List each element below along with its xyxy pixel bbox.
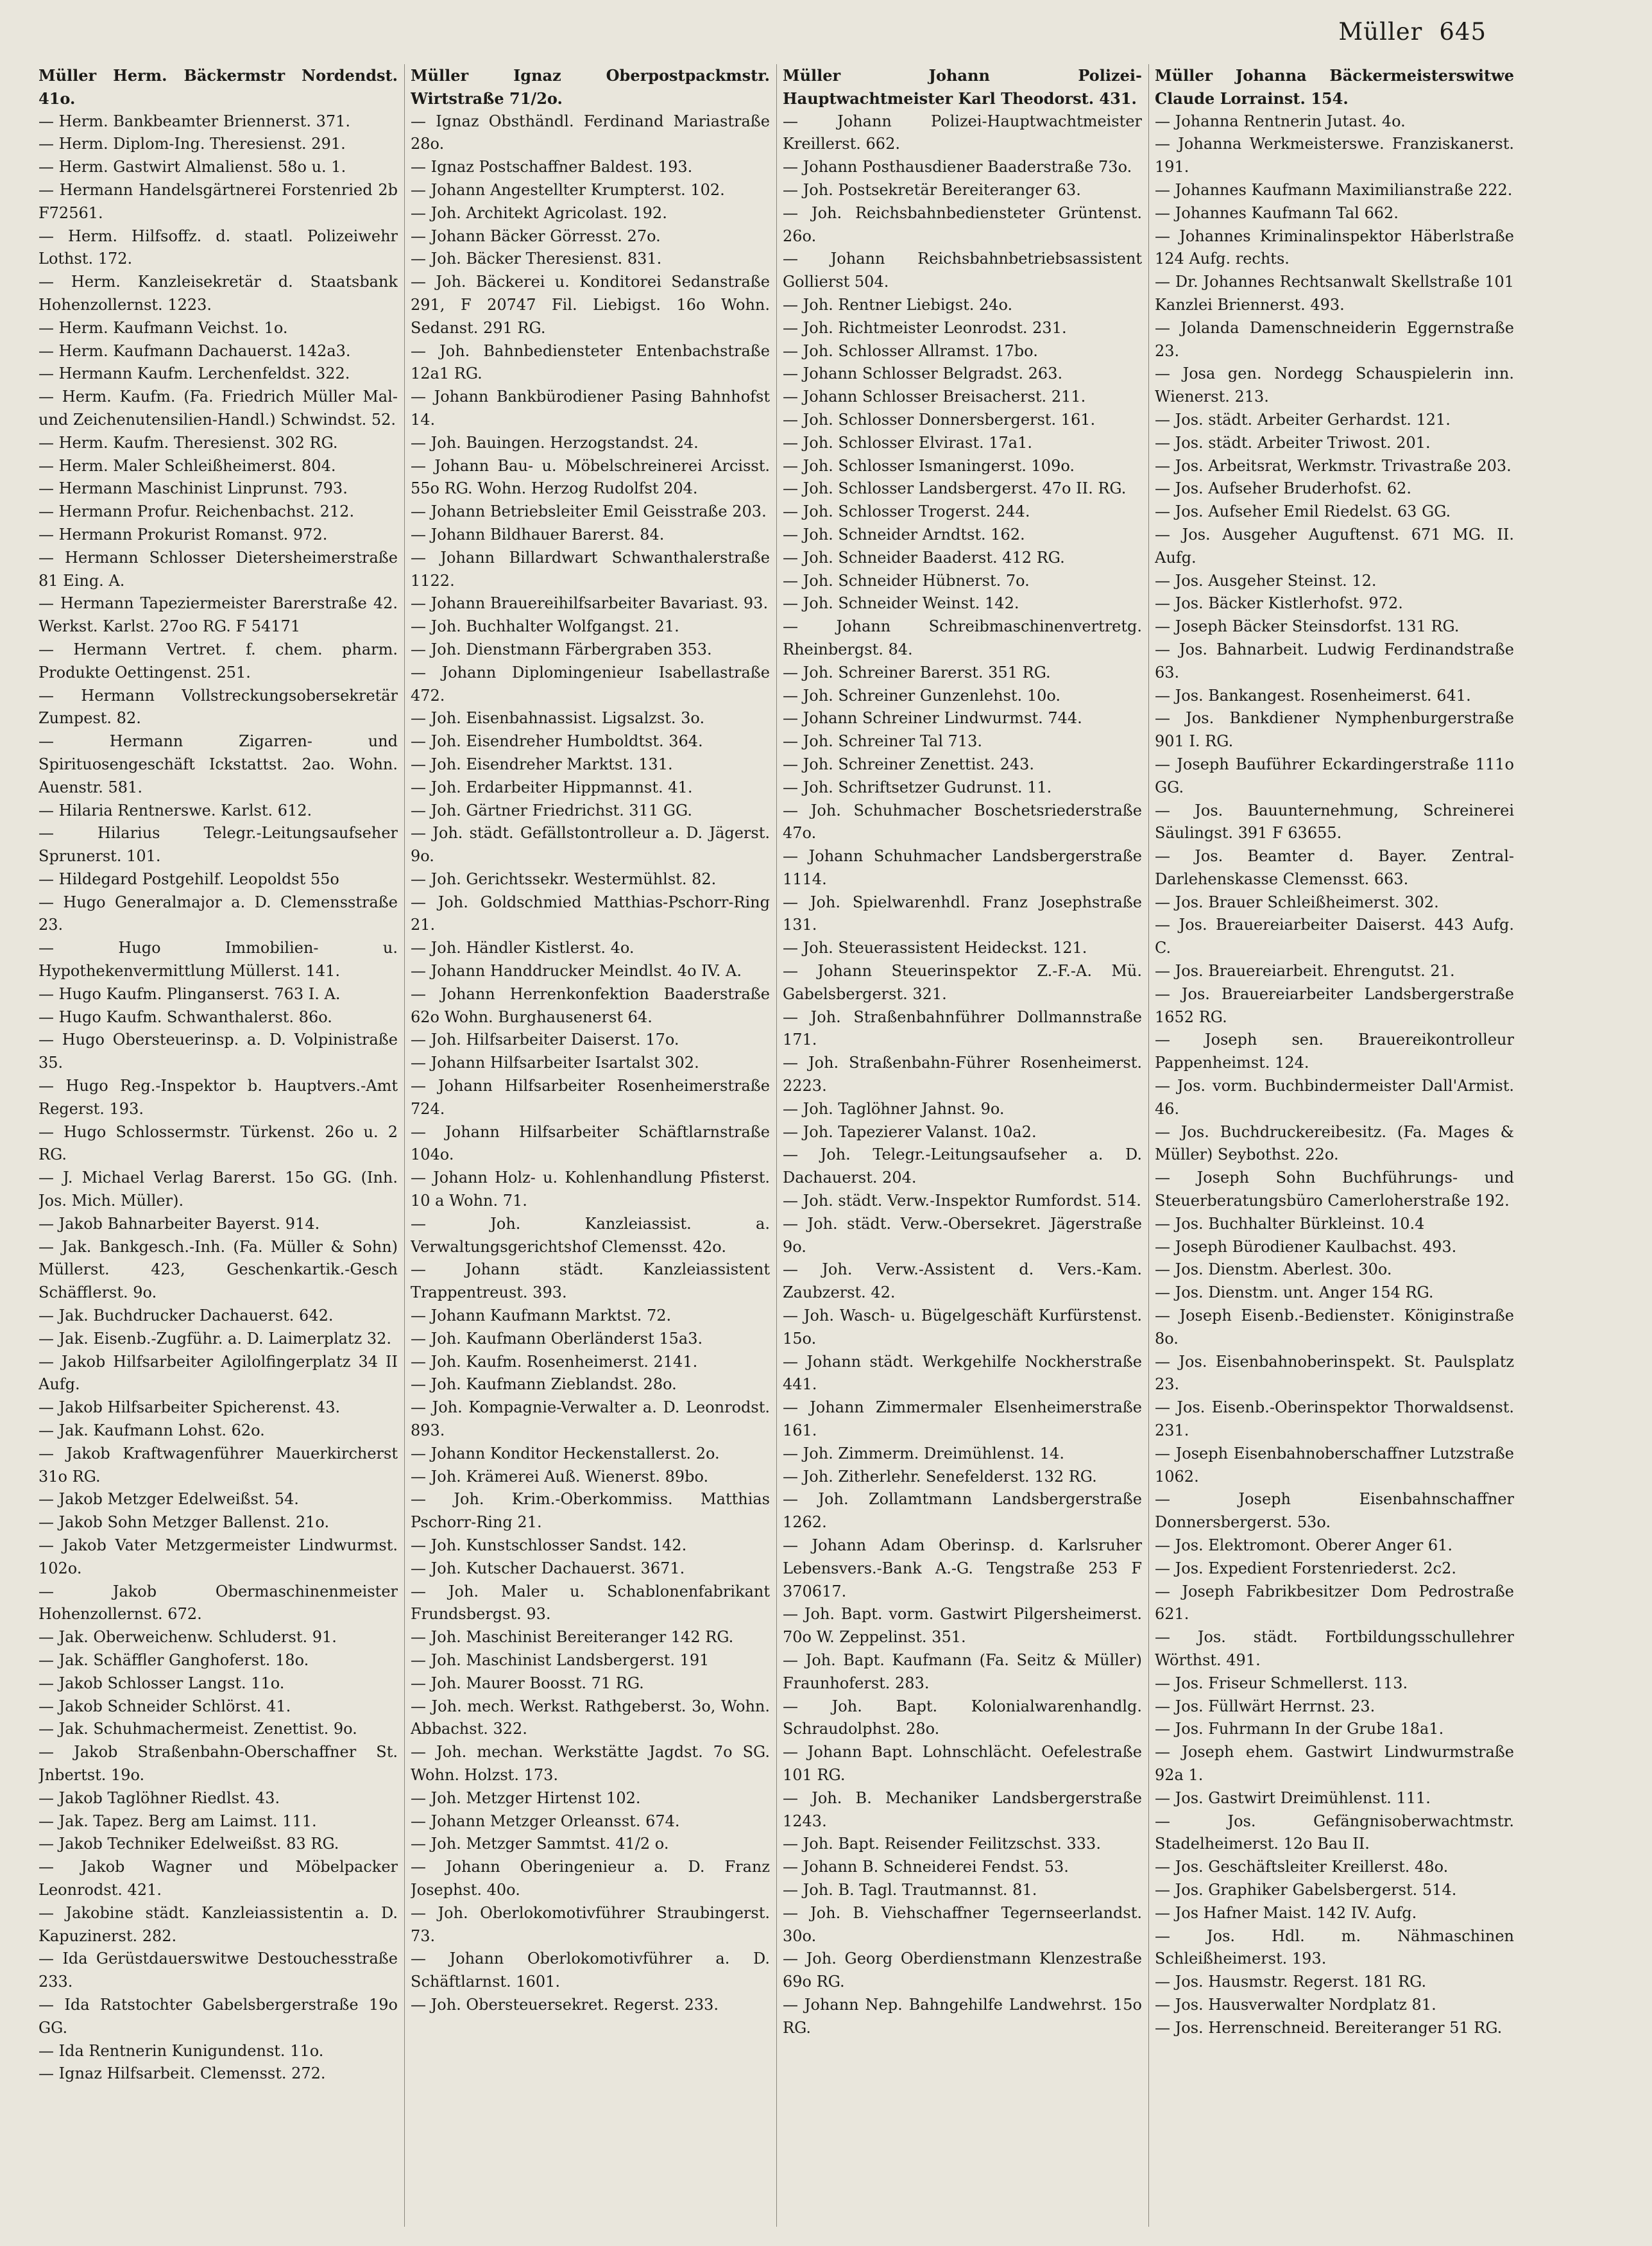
directory-entry: — Jak. Bankgesch.-Inh. (Fa. Müller & Sohn) Müllerst. 423, Geschenkartik.-Gesch Schäfflerst. 9o. xyxy=(38,1237,398,1302)
directory-entry: — Jos. Graphiker Gabelsbergerst. 514. xyxy=(1155,1880,1457,1899)
directory-entry: — Jos. Geschäftsleiter Kreillerst. 48o. xyxy=(1155,1858,1449,1876)
directory-entry: — Joh. Schlosser Ismaningerst. 109o. xyxy=(783,456,1075,475)
directory-entry: — Joh. Zimmerm. Dreimühlenst. 14. xyxy=(783,1444,1064,1462)
directory-entry: — Jos. Hausverwalter Nordplatz 81. xyxy=(1155,1995,1436,2014)
directory-entry: — Hilarius Telegr.-Leitungsaufseher Sprunerst. 101. xyxy=(38,824,398,866)
directory-entry: — Jos. Gastwirt Dreimühlenst. 111. xyxy=(1155,1788,1431,1807)
directory-entry: — Johann Schlosser Belgradst. 263. xyxy=(783,364,1063,383)
directory-entry: — Johann städt. Kanzleiassistent Trappentreust. 393. xyxy=(411,1260,770,1302)
directory-entry: — Johann Zimmermaler Elsenheimerstraße 161. xyxy=(783,1398,1142,1440)
directory-entry: — Jak. Schäffler Ganghoferst. 18o. xyxy=(38,1650,309,1669)
directory-entry: — Hilaria Rentnerswe. Karlst. 612. xyxy=(38,801,312,819)
directory-entry: — Joh. Bapt. Kaufmann (Fa. Seitz & Müller) Fraunhoferst. 283. xyxy=(783,1650,1142,1692)
directory-entry: — Joh. Maler u. Schablonenfabrikant Frundsbergst. 93. xyxy=(411,1582,770,1624)
directory-entry: — Joseph sen. Brauereikontrolleur Pappenheimst. 124. xyxy=(1155,1031,1514,1072)
directory-entry: — Herm. Kaufm. (Fa. Friedrich Müller Mal- und Zeichenutensilien-Handl.) Schwindst. 52. xyxy=(38,388,398,429)
directory-entry: — Joh. Spielwarenhdl. Franz Josephstraße 131. xyxy=(783,893,1142,934)
directory-entry: — Joh. Kaufmann Zieblandst. 28o. xyxy=(411,1375,677,1394)
directory-entry: — Herm. Hilfsoffz. d. staatl. Polizeiwehr Lothst. 172. xyxy=(38,227,398,268)
directory-entry: — Joh. Schlosser Donnersbergerst. 161. xyxy=(783,410,1096,429)
directory-entry: — Josa gen. Nordegg Schauspielerin inn. Wienerst. 213. xyxy=(1155,364,1514,406)
directory-entry: — Johann Metzger Orleansst. 674. xyxy=(411,1812,680,1830)
directory-entry: — Jos. städt. Arbeiter Gerhardst. 121. xyxy=(1155,410,1451,429)
directory-entry: — Johann Brauereihilfsarbeiter Bavariast. 93. xyxy=(411,594,769,613)
directory-entry: — Hermann Handelsgärtnerei Forstenried 2b F72561. xyxy=(38,180,398,222)
directory-entry: — Jakob Hilfsarbeiter Agilolfingerplatz 34 II Aufg. xyxy=(38,1352,398,1394)
directory-entry: — Jos. Friseur Schmellerst. 113. xyxy=(1155,1674,1408,1692)
directory-entry: — Joh. Schuhmacher Boschetsriederstraße 47o. xyxy=(783,801,1142,843)
directory-entry: — Joh. Schlosser Allramst. 17bo. xyxy=(783,341,1038,360)
directory-entry: — Jakob Obermaschinenmeister Hohenzollernst. 672. xyxy=(38,1582,398,1624)
directory-entry: — Hermann Zigarren- und Spirituosengeschäft Ickstattst. 2ao. Wohn. Auenstr. 581. xyxy=(38,732,398,796)
directory-entry: — Jakob Schneider Schlörst. 41. xyxy=(38,1697,291,1715)
directory-entry: — Jos. Aufseher Bruderhofst. 62. xyxy=(1155,479,1412,498)
directory-entry: — Jos. Fuhrmann In der Grube 18a1. xyxy=(1155,1720,1444,1738)
directory-entry: — Jos. Beamter d. Bayer. Zentral-Darlehenskasse Clemensst. 663. xyxy=(1155,847,1514,888)
directory-entry: — Joh. Dienstmann Färbergraben 353. xyxy=(411,640,712,658)
directory-entry: — Jos. Hdl. m. Nähmaschinen Schleißheimerst. 193. xyxy=(1155,1926,1514,1968)
directory-entry: — Joh. Schreiner Tal 713. xyxy=(783,732,983,751)
directory-entry: — Jos. Expedient Forstenriederst. 2c2. xyxy=(1155,1559,1456,1577)
directory-entry: — Joh. mech. Werkst. Rathgeberst. 3o, Wohn. Abbachst. 322. xyxy=(411,1697,770,1738)
column-head-entry: Müller Herm. Bäckermstr Nordendst. 41o. xyxy=(38,66,398,108)
directory-entry: — Joh. Bapt. Reisender Feilitzschst. 333. xyxy=(783,1835,1101,1853)
directory-entry: — Joseph Sohn Buchführungs- und Steuerberatungsbüro Camerloherstraße 192. xyxy=(1155,1169,1514,1210)
directory-entry: — Jakob Techniker Edelweißst. 83 RG. xyxy=(38,1835,339,1853)
directory-entry: — Jos. Bahnarbeit. Ludwig Ferdinandstraße 63. xyxy=(1155,640,1514,682)
directory-entry: — Joh. Metzger Sammtst. 41/2 o. xyxy=(411,1835,669,1853)
directory-entry: — Jos. vorm. Buchbindermeister Dall'Armist. 46. xyxy=(1155,1077,1514,1118)
directory-entry: — Johann Handdrucker Meindlst. 4o IV. A. xyxy=(411,962,742,981)
directory-entry: — Johann Diplomingenieur Isabellastraße 472. xyxy=(411,663,770,705)
directory-entry: — Jos. Brauereiarbeiter Landsbergerstraße 1652 RG. xyxy=(1155,984,1514,1026)
directory-entry: — Joh. Schlosser Landsbergerst. 47o II. RG. xyxy=(783,479,1127,498)
directory-entry: — Joh. B. Viehschaffner Tegernseerlandst. 30o. xyxy=(783,1903,1142,1945)
directory-entry: — Jos. Brauer Schleißheimerst. 302. xyxy=(1155,893,1439,911)
directory-entry: — Joh. Bapt. Kolonialwarenhandlg. Schraudolphst. 28o. xyxy=(783,1697,1142,1738)
directory-entry: — Ida Ratstochter Gabelsbergerstraße 19o GG. xyxy=(38,1995,398,2037)
directory-entry: — Jakob Hilfsarbeiter Spicherenst. 43. xyxy=(38,1398,341,1417)
directory-entry: — Jakobine städt. Kanzleiassistentin a. D. Kapuzinerst. 282. xyxy=(38,1903,398,1945)
directory-entry: — Joh. Maschinist Landsbergerst. 191 xyxy=(411,1650,710,1669)
directory-entry: — Hermann Kaufm. Lerchenfeldst. 322. xyxy=(38,364,350,383)
directory-entry: — Hildegard Postgehilf. Leopoldst 55o xyxy=(38,870,339,888)
column-head-entry: Müller Johanna Bäckermeisterswitwe Claude Lorrainst. 154. xyxy=(1155,66,1514,108)
directory-entry: — Joh. Bapt. vorm. Gastwirt Pilgersheimerst. 70o W. Zeppelinst. 351. xyxy=(783,1605,1142,1647)
directory-entry: — Johann Reichsbahnbetriebsassistent Gollierst 504. xyxy=(783,250,1142,291)
directory-entry: — Joh. Kanzleiassist. a. Verwaltungsgerichtshof Clemensst. 42o. xyxy=(411,1214,770,1256)
directory-entry: — Johann Posthausdiener Baaderstraße 73o. xyxy=(783,158,1132,176)
directory-entry: — Joh. Georg Oberdienstmann Klenzestraße 69o RG. xyxy=(783,1950,1142,1991)
directory-entry: — Joh. Kaufm. Rosenheimerst. 2141. xyxy=(411,1352,698,1371)
directory-entry: — Joh. Taglöhner Jahnst. 9o. xyxy=(783,1099,1005,1118)
directory-entry: — Johann Schreiner Lindwurmst. 744. xyxy=(783,709,1082,728)
directory-entry: — Johanna Werkmeisterswe. Franziskanerst. 191. xyxy=(1155,135,1514,176)
directory-entry: — Joh. Reichsbahnbediensteter Grüntenst. 26o. xyxy=(783,203,1142,245)
directory-entry: — Jos. Ausgeher Auguftenst. 671 MG. II. Aufg. xyxy=(1155,525,1514,567)
directory-entry: — Joseph ehem. Gastwirt Lindwurmstraße 92a 1. xyxy=(1155,1743,1514,1784)
entry-columns xyxy=(38,64,1514,2233)
directory-entry: — Jos. städt. Fortbildungsschullehrer Wörthst. 491. xyxy=(1155,1628,1514,1669)
directory-entry: — Joh. Verw.-Assistent d. Vers.-Kam. Zaubzerst. 42. xyxy=(783,1260,1142,1302)
directory-entry: — Hermann Profur. Reichenbachst. 212. xyxy=(38,502,355,521)
directory-entry: — Johann Konditor Heckenstallerst. 2o. xyxy=(411,1444,720,1462)
directory-entry: — Jos. Herrenschneid. Bereiteranger 51 RG. xyxy=(1155,2018,1503,2037)
page-number: 645 xyxy=(1439,18,1486,46)
directory-entry: — Jakob Straßenbahn-Oberschaffner St. Jnbertst. 19o. xyxy=(38,1743,398,1784)
directory-entry: — Johann Hilfsarbeiter Isartalst 302. xyxy=(411,1054,699,1072)
directory-entry: — Jos. Brauereiarbeiter Daiserst. 443 Aufg. C. xyxy=(1155,916,1514,957)
directory-entry: — Joh. B. Mechaniker Landsbergerstraße 1243. xyxy=(783,1788,1142,1830)
directory-entry: — Joh. Kaufmann Oberländerst 15a3. xyxy=(411,1329,703,1348)
directory-entry: — Johann Holz- u. Kohlenhandlung Pfisterst. 10 a Wohn. 71. xyxy=(411,1169,770,1210)
directory-entry: — Jos. Bäcker Kistlerhofst. 972. xyxy=(1155,594,1403,613)
directory-entry: — Johann Steuerinspektor Z.-F.-A. Mü. Gabelsbergerst. 321. xyxy=(783,962,1142,1003)
directory-entry: — Johann Billardwart Schwanthalerstraße 1122. xyxy=(411,548,770,590)
directory-entry: — Jos Hafner Maist. 142 IV. Aufg. xyxy=(1155,1903,1417,1922)
directory-entry: — Johann Bäcker Görresst. 27o. xyxy=(411,227,661,245)
directory-entry: — Johann Nep. Bahngehilfe Landwehrst. 15o RG. xyxy=(783,1995,1142,2037)
directory-entry: — Joseph Eisenbahnoberschaffner Lutzstraße 1062. xyxy=(1155,1444,1514,1486)
directory-entry: — Jos. Dienstm. Aberlest. 30o. xyxy=(1155,1260,1392,1279)
directory-entry: — Jos. Bankdiener Nymphenburgerstraße 901 I. RG. xyxy=(1155,709,1514,751)
directory-entry: — Hugo Reg.-Inspektor b. Hauptvers.-Amt Regerst. 193. xyxy=(38,1077,398,1118)
directory-entry: — Joh. Gerichtssekr. Westermühlst. 82. xyxy=(411,870,717,888)
directory-entry: — J. Michael Verlag Barerst. 15o GG. (Inh. Jos. Mich. Müller). xyxy=(38,1169,398,1210)
column-3 xyxy=(783,64,1142,2233)
directory-entry: — Joh. Richtmeister Leonrodst. 231. xyxy=(783,318,1067,337)
directory-entry: — Herm. Kaufmann Veichst. 1o. xyxy=(38,318,288,337)
directory-entry: — Johann Bildhauer Barerst. 84. xyxy=(411,525,665,544)
directory-entry: — Jos. Elektromont. Oberer Anger 61. xyxy=(1155,1536,1452,1554)
directory-entry: — Joh. Eisendreher Humboldtst. 364. xyxy=(411,732,703,751)
directory-entry: — Hugo Schlossermstr. Türkenst. 26o u. 2 RG. xyxy=(38,1122,398,1164)
directory-entry: — Ignaz Obsthändl. Ferdinand Mariastraße 28o. xyxy=(411,112,770,153)
directory-entry: — Joseph Fabrikbesitzer Dom Pedrostraße 621. xyxy=(1155,1582,1514,1624)
directory-entry: — Joh. Schneider Weinst. 142. xyxy=(783,594,1019,613)
directory-entry: — Joh. Eisendreher Marktst. 131. xyxy=(411,755,673,773)
directory-entry: — Joh. Bäckerei u. Konditorei Sedanstraße 291, F 20747 Fil. Liebigst. 16o Wohn. Sedanst. 291 RG. xyxy=(411,273,770,337)
directory-entry: — Jakob Sohn Metzger Ballenst. 21o. xyxy=(38,1513,330,1532)
column-1 xyxy=(38,64,398,2233)
directory-entry: — Joh. Gärtner Friedrichst. 311 GG. xyxy=(411,801,692,819)
running-head xyxy=(1338,18,1486,46)
directory-entry: — Joh. Schneider Hübnerst. 7o. xyxy=(783,571,1030,590)
directory-entry: — Ida Rentnerin Kunigundenst. 11o. xyxy=(38,2041,324,2060)
directory-entry: — Johannes Kriminalinspektor Häberlstraße 124 Aufg. rechts. xyxy=(1155,227,1514,268)
directory-entry: — Herm. Bankbeamter Briennerst. 371. xyxy=(38,112,351,130)
directory-entry: — Johann Bau- u. Möbelschreinerei Arcisst. 55o RG. Wohn. Herzog Rudolfst 204. xyxy=(411,456,770,498)
directory-entry: — Johannes Kaufmann Maximilianstraße 222. xyxy=(1155,180,1513,199)
directory-entry: — Joh. Hilfsarbeiter Daiserst. 17o. xyxy=(411,1031,679,1049)
directory-entry: — Jos. Brauereiarbeit. Ehrengutst. 21. xyxy=(1155,962,1455,981)
directory-entry: — Johann B. Schneiderei Fendst. 53. xyxy=(783,1858,1069,1876)
directory-entry: — Joh. Maschinist Bereiteranger 142 RG. xyxy=(411,1628,734,1647)
directory-entry: — Jos. Aufseher Emil Riedelst. 63 GG. xyxy=(1155,502,1451,521)
directory-entry: — Joh. Straßenbahn-Führer Rosenheimerst. 2223. xyxy=(783,1054,1142,1095)
directory-entry: — Joseph Bäcker Steinsdorfst. 131 RG. xyxy=(1155,617,1460,636)
directory-entry: — Joh. Zitherlehr. Senefelderst. 132 RG. xyxy=(783,1467,1097,1486)
directory-entry: — Joh. Metzger Hirtenst 102. xyxy=(411,1788,641,1807)
directory-entry: — Jakob Kraftwagenführer Mauerkircherst 31o RG. xyxy=(38,1444,398,1486)
directory-entry: — Hermann Prokurist Romanst. 972. xyxy=(38,525,328,544)
directory-entry: — Jos. Eisenbahnoberinspekt. St. Paulsplatz 23. xyxy=(1155,1352,1514,1394)
directory-entry: — Jolanda Damenschneiderin Eggernstraße 23. xyxy=(1155,318,1514,360)
directory-entry: — Johann Betriebsleiter Emil Geisstraße 203. xyxy=(411,502,767,521)
directory-entry: — Jos. Eisenb.-Oberinspektor Thorwaldsenst. 231. xyxy=(1155,1398,1514,1440)
column-head-entry: Müller Ignaz Oberpostpackmstr. Wirtstraße 71/2o. xyxy=(411,66,770,108)
directory-entry: — Johann Herrenkonfektion Baaderstraße 62o Wohn. Burghausenerst 64. xyxy=(411,984,770,1026)
directory-entry: — Hermann Vertret. f. chem. pharm. Produkte Oettingenst. 251. xyxy=(38,640,398,682)
directory-entry: — Hugo Kaufm. Schwanthalerst. 86o. xyxy=(38,1007,332,1026)
directory-entry: — Jos. Arbeitsrat, Werkmstr. Trivastraße 203. xyxy=(1155,456,1511,475)
directory-entry: — Joh. Obersteuersekret. Regerst. 233. xyxy=(411,1995,719,2014)
directory-entry: — Jos. Bauunternehmung, Schreinerei Säulingst. 391 F 63655. xyxy=(1155,801,1514,843)
directory-entry: — Johann Schuhmacher Landsbergerstraße 1114. xyxy=(783,847,1142,888)
directory-entry: — Joseph Bürodiener Kaulbachst. 493. xyxy=(1155,1237,1457,1256)
directory-entry: — Jakob Schlosser Langst. 11o. xyxy=(38,1674,285,1692)
directory-entry: — Jak. Buchdrucker Dachauerst. 642. xyxy=(38,1307,334,1325)
directory-entry: — Jak. Kaufmann Lohst. 62o. xyxy=(38,1421,265,1440)
directory-entry: — Johann Schlosser Breisacherst. 211. xyxy=(783,388,1086,406)
directory-entry: — Hugo Immobilien- u. Hypothekenvermittlung Müllerst. 141. xyxy=(38,939,398,981)
directory-entry: — Joh. Straßenbahnführer Dollmannstraße 171. xyxy=(783,1007,1142,1049)
directory-entry: — Joh. Eisenbahnassist. Ligsalzst. 3o. xyxy=(411,709,705,728)
directory-entry: — Joh. Bauingen. Herzogstandst. 24. xyxy=(411,433,699,452)
directory-entry: — Hugo Obersteuerinsp. a. D. Volpinistraße 35. xyxy=(38,1031,398,1072)
directory-entry: — Johann Oberlokomotivführer a. D. Schäftlarnst. 1601. xyxy=(411,1950,770,1991)
directory-entry: — Herm. Kanzleisekretär d. Staatsbank Hohenzollernst. 1223. xyxy=(38,273,398,314)
directory-entry: — Joh. Rentner Liebigst. 24o. xyxy=(783,295,1013,314)
directory-entry: — Joseph Bauführer Eckardingerstraße 111o GG. xyxy=(1155,755,1514,796)
directory-entry: — Joh. mechan. Werkstätte Jagdst. 7o SG. Wohn. Holzst. 173. xyxy=(411,1743,770,1784)
directory-entry: — Ida Gerüstdauerswitwe Destouchesstraße 233. xyxy=(38,1950,398,1991)
directory-entry: — Joh. Oberlokomotivführer Straubingerst. 73. xyxy=(411,1903,770,1945)
directory-entry: — Johannes Kaufmann Tal 662. xyxy=(1155,203,1399,222)
directory-entry: — Joh. Erdarbeiter Hippmannst. 41. xyxy=(411,778,693,796)
directory-entry: — Hermann Vollstreckungsobersekretär Zumpest. 82. xyxy=(38,686,398,728)
directory-entry: — Jos. Bankangest. Rosenheimerst. 641. xyxy=(1155,686,1471,705)
directory-entry: — Johann Bapt. Lohnschlächt. Oefelestraße 101 RG. xyxy=(783,1743,1142,1784)
directory-entry: — Jakob Vater Metzgermeister Lindwurmst. 102o. xyxy=(38,1536,398,1577)
directory-entry: — Joh. städt. Verw.-Inspektor Rumfordst. 514. xyxy=(783,1192,1141,1210)
directory-entry: — Joh. Zollamtmann Landsbergerstraße 1262. xyxy=(783,1490,1142,1532)
directory-entry: — Johann Kaufmann Marktst. 72. xyxy=(411,1307,672,1325)
directory-entry: — Jos. Buchhalter Bürkleinst. 10.4 xyxy=(1155,1214,1425,1233)
directory-entry: — Joh. Kompagnie-Verwalter a. D. Leonrodst. 893. xyxy=(411,1398,770,1440)
directory-entry: — Joh. Schreiner Barerst. 351 RG. xyxy=(783,663,1051,682)
column-4 xyxy=(1155,64,1514,2233)
directory-entry: — Joh. Schneider Baaderst. 412 RG. xyxy=(783,548,1065,567)
directory-entry: — Hermann Schlosser Dietersheimerstraße 81 Eing. A. xyxy=(38,548,398,590)
directory-entry: — Joh. Schlosser Trogerst. 244. xyxy=(783,502,1030,521)
directory-entry: — Johann Hilfsarbeiter Schäftlarnstraße 104o. xyxy=(411,1122,770,1164)
directory-entry: — Joh. Schreiner Gunzenlehst. 10o. xyxy=(783,686,1061,705)
directory-entry: — Johanna Rentnerin Jutast. 4o. xyxy=(1155,112,1406,130)
column-head-entry: Müller Johann Polizei-Hauptwachtmeister Karl Theodorst. 431. xyxy=(783,66,1142,108)
directory-entry: — Jakob Taglöhner Riedlst. 43. xyxy=(38,1788,280,1807)
directory-entry: — Joh. Schriftsetzer Gudrunst. 11. xyxy=(783,778,1052,796)
directory-entry: — Jak. Schuhmachermeist. Zenettist. 9o. xyxy=(38,1720,357,1738)
directory-entry: — Joh. städt. Verw.-Obersekret. Jägerstraße 9o. xyxy=(783,1214,1142,1256)
directory-entry: — Hugo Kaufm. Plinganserst. 763 I. A. xyxy=(38,984,341,1003)
directory-entry: — Joh. Händler Kistlerst. 4o. xyxy=(411,939,634,957)
directory-entry: — Herm. Gastwirt Almalienst. 58o u. 1. xyxy=(38,158,346,176)
directory-entry: — Johann Angestellter Krumpterst. 102. xyxy=(411,180,725,199)
directory-entry: — Herm. Diplom-Ing. Theresienst. 291. xyxy=(38,135,346,153)
directory-entry: — Hermann Tapeziermeister Barerstraße 42. Werkst. Karlst. 27oo RG. F 54171 xyxy=(38,594,398,636)
directory-entry: — Hermann Maschinist Linprunst. 793. xyxy=(38,479,348,498)
directory-entry: — Joh. Postsekretär Bereiteranger 63. xyxy=(783,180,1081,199)
directory-entry: — Johann Polizei-Hauptwachtmeister Kreillerst. 662. xyxy=(783,112,1142,153)
directory-entry: — Joh. Maurer Boosst. 71 RG. xyxy=(411,1674,644,1692)
directory-entry: — Joh. Krim.-Oberkommiss. Matthias Pschorr-Ring 21. xyxy=(411,1490,770,1532)
directory-entry: — Joh. Kunstschlosser Sandst. 142. xyxy=(411,1536,687,1554)
directory-entry: — Joh. Schneider Arndtst. 162. xyxy=(783,525,1025,544)
directory-entry: — Joh. B. Tagl. Trautmannst. 81. xyxy=(783,1880,1037,1899)
directory-entry: — Jos. Ausgeher Steinst. 12. xyxy=(1155,571,1377,590)
directory-entry: — Joh. Kutscher Dachauerst. 3671. xyxy=(411,1559,685,1577)
directory-entry: — Jos. Buchdruckereibesitz. (Fa. Mages & Müller) Seybothst. 22o. xyxy=(1155,1122,1514,1164)
directory-entry: — Johann Adam Oberinsp. d. Karlsruher Lebensvers.-Bank A.-G. Tengstraße 253 F 370617. xyxy=(783,1536,1142,1600)
directory-entry: — Jak. Eisenb.-Zugführ. a. D. Laimerplatz 32. xyxy=(38,1329,392,1348)
directory-entry: — Jak. Oberweichenw. Schluderst. 91. xyxy=(38,1628,337,1647)
directory-entry: — Jakob Metzger Edelweißst. 54. xyxy=(38,1490,299,1509)
directory-entry: — Johann Schreibmaschinenvertretg. Rheinbergst. 84. xyxy=(783,617,1142,658)
directory-entry: — Joh. Tapezierer Valanst. 10a2. xyxy=(783,1122,1037,1141)
directory-entry: — Jos. Hausmstr. Regerst. 181 RG. xyxy=(1155,1973,1427,1991)
directory-entry: — Joseph Eisenbahnschaffner Donnersbergerst. 53o. xyxy=(1155,1490,1514,1532)
directory-entry: — Herm. Kaufm. Theresienst. 302 RG. xyxy=(38,433,338,452)
directory-entry: — Joh. Schlosser Elvirast. 17a1. xyxy=(783,433,1032,452)
directory-entry: — Jakob Wagner und Möbelpacker Leonrodst. 421. xyxy=(38,1858,398,1899)
directory-entry: — Jakob Bahnarbeiter Bayerst. 914. xyxy=(38,1214,320,1233)
directory-entry: — Joh. Bahnbediensteter Entenbachstraße 12a1 RG. xyxy=(411,341,770,383)
directory-entry: — Johann Oberingenieur a. D. Franz Josephst. 40o. xyxy=(411,1858,770,1899)
column-2 xyxy=(411,64,770,2233)
directory-entry: — Johann Bankbürodiener Pasing Bahnhofst 14. xyxy=(411,388,770,429)
directory-entry: — Dr. Johannes Rechtsanwalt Skellstraße 101 Kanzlei Briennerst. 493. xyxy=(1155,273,1514,314)
directory-entry: — Joh. städt. Gefällstontrolleur a. D. Jägerst. 9o. xyxy=(411,824,770,866)
directory-entry: — Joh. Architekt Agricolast. 192. xyxy=(411,203,667,222)
directory-entry: — Joseph Eisenb.-Bediensteт. Königinstraße 8o. xyxy=(1155,1307,1514,1348)
directory-entry: — Joh. Schreiner Zenettist. 243. xyxy=(783,755,1035,773)
directory-entry: — Joh. Buchhalter Wolfgangst. 21. xyxy=(411,617,679,636)
directory-entry: — Joh. Krämerei Auß. Wienerst. 89bo. xyxy=(411,1467,709,1486)
directory-entry: — Jos. städt. Arbeiter Triwost. 201. xyxy=(1155,433,1431,452)
running-head-surname: Müller xyxy=(1338,18,1423,46)
directory-entry: — Joh. Wasch- u. Bügelgeschäft Kurfürstenst. 15o. xyxy=(783,1307,1142,1348)
directory-entry: — Herm. Kaufmann Dachauerst. 142a3. xyxy=(38,341,351,360)
directory-entry: — Jak. Tapez. Berg am Laimst. 111. xyxy=(38,1812,317,1830)
directory-entry: — Ignaz Hilfsarbeit. Clemensst. 272. xyxy=(38,2064,326,2083)
directory-entry: — Johann Hilfsarbeiter Rosenheimerstraße 724. xyxy=(411,1077,770,1118)
directory-entry: — Herm. Maler Schleißheimerst. 804. xyxy=(38,456,336,475)
directory-entry: — Johann städt. Werkgehilfe Nockherstraße 441. xyxy=(783,1352,1142,1394)
directory-entry: — Jos. Dienstm. unt. Anger 154 RG. xyxy=(1155,1283,1434,1302)
directory-entry: — Joh. Bäcker Theresienst. 831. xyxy=(411,250,662,268)
directory-entry: — Joh. Steuerassistent Heideckst. 121. xyxy=(783,939,1087,957)
directory-entry: — Jos. Füllwärt Herrnst. 23. xyxy=(1155,1697,1375,1715)
directory-entry: — Joh. Telegr.-Leitungsaufseher a. D. Dachauerst. 204. xyxy=(783,1145,1142,1187)
directory-entry: — Ignaz Postschaffner Baldest. 193. xyxy=(411,158,693,176)
directory-entry: — Jos. Gefängnisoberwachtmstr. Stadelheimerst. 12o Bau II. xyxy=(1155,1812,1514,1853)
directory-entry: — Joh. Goldschmied Matthias-Pschorr-Ring 21. xyxy=(411,893,770,934)
directory-entry: — Hugo Generalmajor a. D. Clemensstraße 23. xyxy=(38,893,398,934)
